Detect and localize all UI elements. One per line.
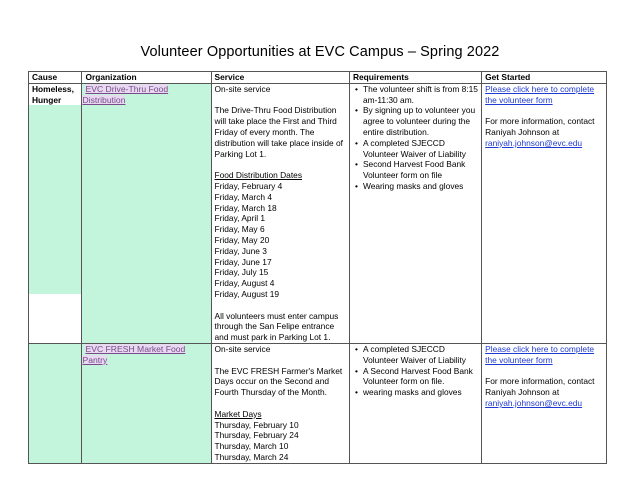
requirement-item: • Second Harvest Food Bank Volunteer form on file bbox=[363, 159, 478, 181]
service-description: The Drive-Thru Food Distribution will take place the First and Third Friday of every month. The distribution will take place inside of Parking Lot 1. bbox=[214, 105, 343, 159]
service-intro: On-site service bbox=[214, 83, 271, 94]
requirement-item: • A completed SJECCD Volunteer Waiver of Liability bbox=[363, 138, 478, 160]
requirement-item: • The volunteer shift is from 8:15 am-11:30 am. bbox=[363, 84, 478, 106]
date-item: Friday, June 17 bbox=[214, 256, 272, 267]
date-item: Friday, April 1 bbox=[214, 213, 266, 224]
header-service: Service bbox=[211, 72, 349, 84]
table-row bbox=[29, 83, 607, 343]
header-get-started: Get Started bbox=[482, 72, 607, 84]
date-item: Friday, July 15 bbox=[214, 267, 269, 278]
get-started-cell bbox=[482, 83, 607, 343]
requirements-list bbox=[353, 344, 478, 398]
dates-heading: Market Days bbox=[214, 408, 262, 419]
date-item: Friday, March 18 bbox=[214, 202, 277, 213]
service-cell bbox=[211, 83, 349, 343]
requirements-cell bbox=[349, 343, 481, 463]
contact-info: For more information, contact Raniyah Johnson at bbox=[485, 116, 595, 137]
opportunities-table bbox=[28, 71, 607, 464]
header-cause: Cause bbox=[29, 72, 82, 84]
requirement-item: • A completed SJECCD Volunteer Waiver of Liability bbox=[363, 344, 478, 366]
date-item: Friday, May 20 bbox=[214, 234, 270, 245]
date-item: Friday, March 4 bbox=[214, 191, 273, 202]
contact-info: For more information, contact Raniyah Johnson at bbox=[485, 376, 595, 398]
page-title: Volunteer Opportunities at EVC Campus – Spring 2022 bbox=[140, 44, 500, 60]
volunteer-form-link[interactable]: Please click here to complete the volunteer form bbox=[485, 343, 595, 365]
table-row bbox=[29, 343, 607, 463]
date-item: Thursday, February 24 bbox=[214, 430, 299, 441]
requirements-cell bbox=[349, 83, 481, 343]
volunteer-form-link[interactable]: Please click here to complete the volunteer form bbox=[485, 83, 595, 105]
cause-highlight bbox=[29, 105, 81, 294]
header-row bbox=[29, 72, 607, 84]
cause-cell bbox=[29, 343, 82, 463]
service-intro: On-site service bbox=[214, 343, 271, 354]
dates-heading: Food Distribution Dates bbox=[214, 170, 303, 181]
requirement-item: • Wearing masks and gloves bbox=[363, 181, 478, 192]
contact-email-link[interactable]: raniyah.johnson@evc.edu bbox=[485, 137, 583, 148]
get-started-cell bbox=[482, 343, 607, 463]
cause-cell bbox=[29, 83, 82, 343]
service-cell bbox=[211, 343, 349, 463]
requirements-list bbox=[353, 84, 478, 192]
date-item: Friday, June 3 bbox=[214, 245, 267, 256]
header-requirements: Requirements bbox=[349, 72, 481, 84]
date-item: Friday, August 19 bbox=[214, 288, 280, 299]
date-item: Friday, February 4 bbox=[214, 180, 283, 191]
requirement-item: • wearing masks and gloves bbox=[363, 387, 478, 398]
service-description: The EVC FRESH Farmer's Market Days occur on the Second and Fourth Thursday of the Month. bbox=[214, 365, 343, 398]
organization-link[interactable]: EVC FRESH Market Food Pantry bbox=[82, 343, 186, 365]
requirement-item: • A Second Harvest Food Bank Volunteer form on file. bbox=[363, 366, 478, 388]
date-item: Thursday, March 24 bbox=[214, 451, 289, 462]
organization-cell bbox=[82, 83, 211, 343]
date-item: Thursday, February 10 bbox=[214, 419, 299, 430]
date-item: Friday, August 4 bbox=[214, 278, 275, 289]
cause-label: Homeless, Hunger bbox=[29, 84, 81, 106]
organization-link[interactable]: EVC Drive-Thru Food Distribution bbox=[82, 83, 169, 105]
organization-cell bbox=[82, 343, 211, 463]
service-note: All volunteers must enter campus through the San Felipe entrance and must park in Parking Lot 1. bbox=[214, 310, 339, 343]
contact-email-link[interactable]: raniyah.johnson@evc.edu bbox=[485, 397, 583, 408]
header-organization: Organization bbox=[82, 72, 211, 84]
date-item: Thursday, March 10 bbox=[214, 441, 289, 452]
date-item: Friday, May 6 bbox=[214, 224, 265, 235]
requirement-item: • By signing up to volunteer you agree to volunteer during the entire distribution. bbox=[363, 105, 478, 137]
